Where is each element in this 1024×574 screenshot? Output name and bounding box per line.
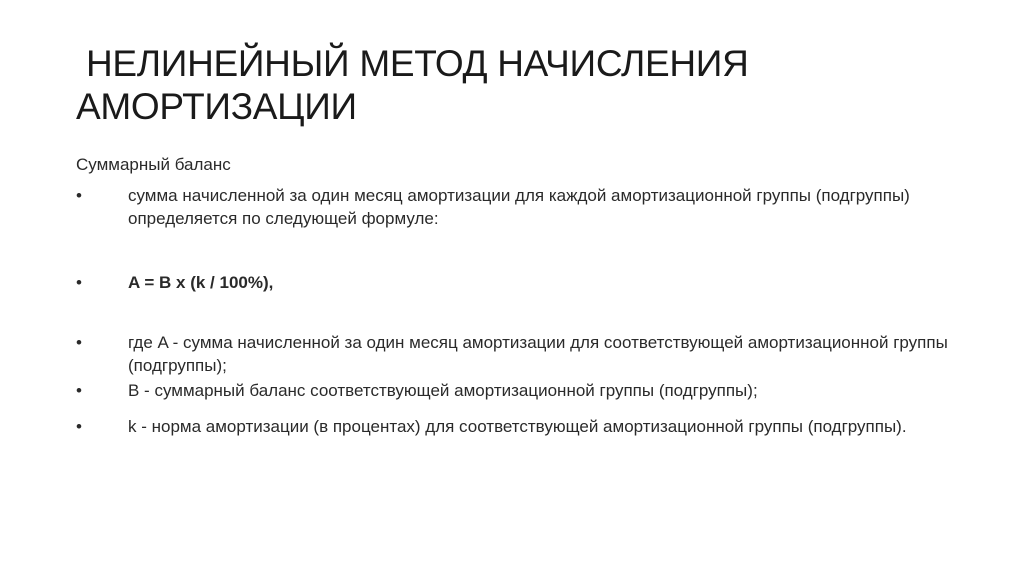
- bullet-marker: •: [76, 333, 82, 352]
- bullet-marker: •: [76, 273, 82, 292]
- bullet-text: сумма начисленной за один месяц амортизации для каждой амортизационной группы (подгруппы) определяется по следующей формуле:: [128, 186, 910, 228]
- bullet-text: где A - сумма начисленной за один месяц амортизации для соответствующей амортизационной группы (подгруппы);: [128, 333, 948, 375]
- formula-text: A = B x (k / 100%),: [128, 273, 274, 292]
- bullet-text: k - норма амортизации (в процентах) для соответствующей амортизационной группы (подгруппы).: [128, 417, 907, 436]
- title-line-1: НЕЛИНЕЙНЫЙ МЕТОД НАЧИСЛЕНИЯ: [86, 43, 749, 84]
- bullet-item: [76, 415, 948, 438]
- bullet-marker: •: [76, 381, 82, 400]
- bullet-marker: •: [76, 186, 82, 205]
- bullet-item: [76, 379, 948, 402]
- bullet-item: [76, 331, 948, 377]
- section-heading: Суммарный баланс: [76, 155, 231, 174]
- title-line-2: АМОРТИЗАЦИИ: [76, 86, 357, 127]
- bullet-text: B - суммарный баланс соответствующей амортизационной группы (подгруппы);: [128, 381, 758, 400]
- slide-title: [76, 42, 956, 128]
- bullet-item: [76, 184, 948, 230]
- bullet-item-formula: [76, 271, 948, 294]
- bullet-marker: •: [76, 417, 82, 436]
